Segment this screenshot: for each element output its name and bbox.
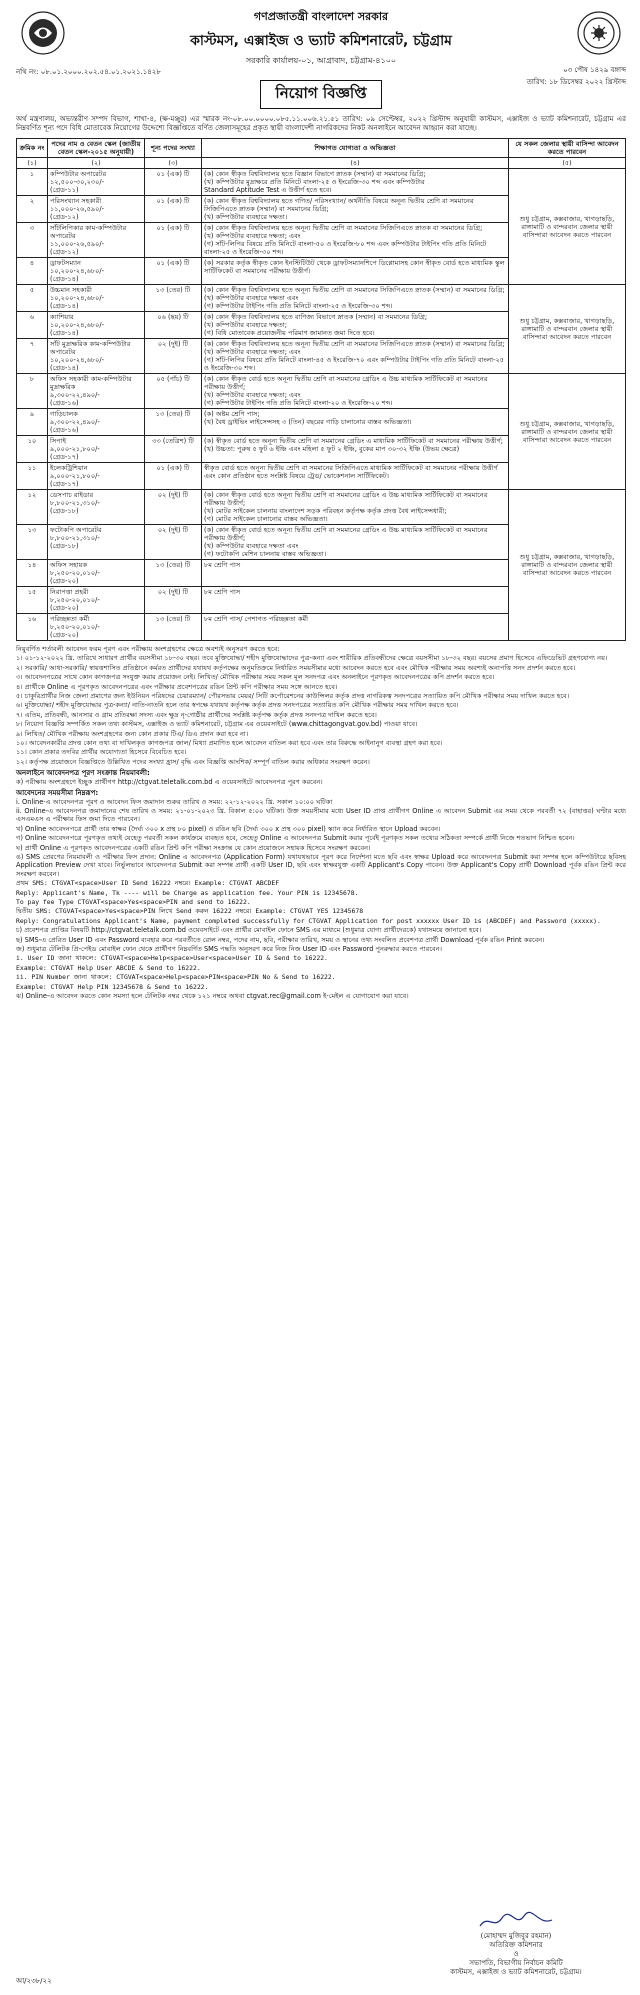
note-item: ১। ০১-১২-২০২২ খ্রি. তারিখে সাধারণ প্রার্থীর বয়সসীমা ১৮-৩০ বছর। তবে মুক্তিযোদ্ধা/ শহীদ মুক্তিযোদ্ধাদের পুত্র-কন্যা এবং শারীরিক প্রতিবন্ধীদের ক্ষেত্রে বয়সসীমা ১৮-৩২ বছর। বয়সের প্রমাণ হিসেবে এফিডেভিট গ্রহণযোগ্য নয়। <box>16 654 608 663</box>
post-scale: ৯,৩০০-২২,৪৯০/- <box>50 418 100 426</box>
post-scale: ৯,০০০-২১,৮০০/- <box>50 445 100 453</box>
qualification-line: (গ) বিধি মোতাবেক প্রয়োজনীয় পরিমাণ জামানত জমা দিতে হবে। <box>204 329 375 337</box>
vacancy-count: ১৩ (তের) টি <box>145 285 202 312</box>
vacancy-count: ৩৩ (তেত্রিশ) টি <box>145 436 202 463</box>
vacancy-count: ০১ (এক) টি <box>145 169 202 196</box>
qualification-cell <box>202 525 509 560</box>
date-english-row <box>527 76 626 88</box>
post-name: সাঁটলিপিকার কাম-কম্পিউটার অপারেটর <box>50 224 127 240</box>
qualification-line: (ক) কোন স্বীকৃত বিশ্ববিদ্যালয় হতে অনূন্য দ্বিতীয় শ্রেণি বা সমমানের সিজিপিএতে স্নাতক বা সমমানের ডিগ্রি; <box>204 224 483 232</box>
note-item: ১১। কোন প্রকার তদবির প্রার্থীর অযোগ্যতা হিসেবে বিবেচিত হবে। <box>16 748 187 757</box>
online-intro: ক) পরীক্ষায় অংশগ্রহণে ইচ্ছুক প্রার্থীগণ http://ctgvat.teletalk.com.bd এ ওয়েবসাইটে আবেদনপত্র পূরণ করবেন। <box>16 777 323 786</box>
header <box>16 6 626 86</box>
row-number: ৮ <box>17 374 48 409</box>
schedule-item: i. User ID জানা থাকলে: CTGVAT<space>Help<space>User<space>User ID & Send to 16222. <box>16 954 328 963</box>
qualification-line: Standard Aptitude Test এ উত্তীর্ণ হতে হবে। <box>204 186 332 194</box>
post-scale: ১১,০০০-২৬,৫৯০/- <box>50 205 105 213</box>
vacancy-count: ১৩ (তের) টি <box>145 409 202 436</box>
post-grade: (গ্রেড-২০) <box>50 631 79 639</box>
notes-list <box>16 654 626 766</box>
signature-scribble-icon <box>476 1910 556 1932</box>
qualification-line: (ক) অষ্টম শ্রেণি পাস; <box>204 410 260 418</box>
table-header-row <box>17 139 626 158</box>
signature-block <box>416 1910 616 1977</box>
post-grade: (গ্রেড-১৬) <box>50 426 79 434</box>
row-number: ৫ <box>17 285 48 312</box>
post-grade: (গ্রেড-১৭) <box>50 453 79 461</box>
post-grade: (গ্রেড-১৪) <box>50 364 79 372</box>
post-name-cell <box>48 490 145 525</box>
post-grade: (গ্রেড-১৪) <box>50 302 79 310</box>
post-name-cell <box>48 436 145 463</box>
qualification-line: (ক) কোন স্বীকৃত বোর্ড হতে অনূন্য দ্বিতীয় শ্রেণি বা সমমানের গ্রেডিং এ উচ্চ মাধ্যমিক সার্টিফিকেট বা সমমানের পরীক্ষায় উত্তীর্ণ; <box>204 375 488 391</box>
post-rows <box>17 169 626 641</box>
schedule-item: খ) Online আবেদনপত্রে প্রার্থী তার স্বাক্ষর (দৈর্ঘ্য ৩০০ x প্রস্থ ৮০ pixel) ও রঙিন ছবি (দৈর্ঘ্য ৩০০ x প্রস্থ ৩০০ pixel) স্ক্যান করে নির্ধারিত স্থানে Upload করবেন। <box>16 824 441 833</box>
row-number: ১০ <box>17 436 48 463</box>
note-item: ২। সরকারি/ আধা-সরকারি/ স্বায়ত্তশাসিত প্রতিষ্ঠানে কর্মরত প্রার্থীদের যথাযথ কর্তৃপক্ষের অনুমতিক্রমে নির্ধারিত সময়সীমার মধ্যে আবেদন করতে হবে এবং মৌখিক পরীক্ষার সময় অবশ্যই অনাপত্তি সনদ প্রদর্শন করতে হবে। <box>16 663 576 672</box>
qualification-line: (ক) সরকার কর্তৃক স্বীকৃত কোন ইনস্টিটিউট থেকে ড্রাফটসম্যানশিপে ডিপ্লোমাসহ কোন স্বীকৃত বোর্ড হতে মাধ্যমিক স্কুল সার্টিফিকেট বা সমমানের পরীক্ষায় উত্তীর্ণ। <box>204 259 505 275</box>
post-name-cell <box>48 258 145 285</box>
col-num: (২) <box>48 158 145 169</box>
qualification-cell <box>202 258 509 285</box>
post-grade: (গ্রেড-১৮) <box>50 542 79 550</box>
post-grade: (গ্রেড-১৪) <box>50 275 79 283</box>
header-district: যে সকল জেলার স্থায়ী বাসিন্দা আবেদন করতে পারবেন <box>509 139 626 158</box>
post-grade: (গ্রেড-১২) <box>50 213 79 221</box>
signatory-role: সভাপতি, বিভাগীয় নির্বাচন কমিটি <box>469 1959 563 1967</box>
qualification-line: (খ) কম্পিউটার ব্যবহারে দক্ষতা; এবং <box>204 391 301 399</box>
date-label: তারিখ: <box>526 78 547 86</box>
vacancy-count: ০১ (এক) টি <box>145 196 202 223</box>
row-number: ১৬ <box>17 614 48 641</box>
schedule-item: চ) প্রবেশপত্র প্রাপ্তির বিষয়টি http://ctgvat.teletalk.com.bd ওয়েবসাইটে এবং প্রার্থীর মোবাইল ফোনে SMS এর মাধ্যমে (শুধুমাত্র যোগ্য প্রার্থীদেরকে) যথাসময়ে জানানো হবে। <box>16 926 482 935</box>
qualification-cell <box>202 560 509 587</box>
post-grade: (গ্রেড-১১) <box>50 186 79 194</box>
post-name: ড্রাফটসম্যান <box>50 259 81 267</box>
post-name-cell <box>48 374 145 409</box>
post-scale: ১০,২০০-২৪,৬৮০/- <box>50 321 105 329</box>
vacancy-count: ০১ (এক) টি <box>145 463 202 490</box>
post-name-cell <box>48 587 145 614</box>
vacancy-count: ০২ (দুই) টি <box>145 525 202 560</box>
qualification-line: ৮ম শ্রেণি পাস <box>204 561 241 569</box>
qualification-line: (খ) কম্পিউটার ব্যবহারে দক্ষতা। <box>204 213 288 221</box>
notes-section <box>16 645 626 1000</box>
post-name-cell <box>48 312 145 339</box>
qualification-cell <box>202 587 509 614</box>
post-name: পরিসংখ্যান সহকারী <box>50 197 102 205</box>
row-number: ৬ <box>17 312 48 339</box>
qualification-line: ৮ম শ্রেণি পাস <box>204 588 241 596</box>
post-name-cell <box>48 614 145 641</box>
office-title: কাস্টমস, এক্সাইজ ও ভ্যাট কমিশনারেট, চট্টগ্রাম <box>190 33 452 49</box>
post-scale: ১১,০০০-২৬,৫৯০/- <box>50 240 105 248</box>
qualification-line: (গ) কম্পিউটার টাইপিং গতি প্রতি মিনিটে বাংলা-২০ ও ইংরেজি-২০ শব্দ। <box>204 399 393 407</box>
header-name: পদের নাম ও বেতন স্কেল (জাতীয় বেতন স্কেল-২০১৫ অনুযায়ী) <box>48 139 145 158</box>
post-name: ডেসপাচ রাইডার <box>50 491 94 499</box>
signatory-name: (মোহাম্মদ মুজিবুর রহমান) <box>480 1932 552 1940</box>
schedule-title: আবেদনের সময়সীমা নিম্নরূপ: <box>16 789 99 798</box>
qualification-cell <box>202 312 509 339</box>
signatory-office: কাস্টমস, এক্সাইজ ও ভ্যাট কমিশনারেট, চট্টগ্রাম। <box>450 1968 582 1976</box>
qualification-cell <box>202 339 509 374</box>
government-title: গণপ্রজাতন্ত্রী বাংলাদেশ সরকার <box>253 10 389 23</box>
post-name-cell <box>48 285 145 312</box>
post-grade: (গ্রেড-১৭) <box>50 480 79 488</box>
qualification-cell <box>202 463 509 490</box>
post-grade: (গ্রেড-২০) <box>50 577 79 585</box>
schedule-list <box>16 798 626 1001</box>
qualification-cell <box>202 436 509 463</box>
post-name-cell <box>48 463 145 490</box>
qualification-cell <box>202 409 509 436</box>
schedule-item: ii. PIN Number জানা থাকলে: CTGVAT<space>Help<space>PIN<space>PIN No & Send to 16222. <box>16 973 336 982</box>
note-item: ৭। এতিম, প্রতিবন্ধী, আনসার ও গ্রাম প্রতিরক্ষা সদস্য এবং ক্ষুদ্র নৃ-গোষ্ঠীর প্রার্থীদের সংশ্লিষ্ট কর্তৃপক্ষ কর্তৃক প্রদত্ত সনদপত্র দাখিল করতে হবে। <box>16 710 377 719</box>
qualification-cell <box>202 285 509 312</box>
footer-reference: আ/২৩৮/২২ <box>16 1977 52 1985</box>
vacancy-count: ১৩ (তের) টি <box>145 560 202 587</box>
post-scale: ৮,৮০০-২১,৩১০/- <box>50 534 100 542</box>
col-num: (৫) <box>509 158 626 169</box>
table-row <box>17 285 626 312</box>
district-eligibility: শুধু চট্টগ্রাম, কক্সবাজার, খাগড়াছড়ি, রাঙ্গামাটি ও বান্দরবান জেলার স্থায়ী বাসিন্দারা আবেদন করতে পারবেন <box>509 374 626 490</box>
memo-number: নথি নং: ০৮.০১.২০০০.২০২.৫৪.০১.২০২১.১৪২৮ <box>16 68 161 76</box>
vacancy-count: ০১ (এক) টি <box>145 223 202 258</box>
row-number: ১ <box>17 169 48 196</box>
district-eligibility: শুধু চট্টগ্রাম, কক্সবাজার, খাগড়াছড়ি, রাঙ্গামাটি ও বান্দরবান জেলার স্থায়ী বাসিন্দারা আবেদন করতে পারবেন <box>509 490 626 641</box>
table-row <box>17 490 626 525</box>
bangladesh-emblem-icon <box>20 10 66 56</box>
schedule-item: ঘ) প্রার্থী Online এ পূরণকৃত আবেদনপত্রের একটি রঙিন প্রিন্ট কপি পরীক্ষা সংক্রান্ত যে কোন প্রয়োজনে সহায়ক হিসেবে সংরক্ষণ করবেন। <box>16 843 371 852</box>
row-number: ১২ <box>17 490 48 525</box>
row-number: ৪ <box>17 258 48 285</box>
note-item: ৫। চাকুরিপ্রার্থীর নিজ জেলা প্রমাণের জন্য ইউনিয়ন পরিষদের চেয়ারম্যান/ পৌরসভার মেয়র/ সিটি কর্পোরেশনের কাউন্সিলর কর্তৃক প্রদত্ত নাগরিকত্ব সনদপত্রের সত্যায়িত কপি মৌখিক পরীক্ষার সময় দাখিল করতে হবে। <box>16 692 570 701</box>
schedule-item: Example: CTGVAT Help User ABCDE & Send to 16222. <box>16 963 201 972</box>
row-number: ৩ <box>17 223 48 258</box>
header-count: শূন্য পদের সংখ্যা <box>145 139 202 158</box>
date-english: ১৮ ডিসেম্বর ২০২২ খ্রিস্টাব্দ <box>548 78 626 86</box>
post-grade: (গ্রেড-২০) <box>50 604 79 612</box>
row-number: ১৫ <box>17 587 48 614</box>
schedule-item: দ্বিতীয় SMS: CTGVAT<space>Yes<space>PIN লিখে Send করুন 16222 নম্বরে। Example: CTGVAT YES 12345678 <box>16 907 364 916</box>
table-row <box>17 374 626 409</box>
intro-paragraph: অর্থ মন্ত্রণালয়, অভ্যন্তরীণ সম্পদ বিভাগ, শাখা-৪, (ক্ষ-মঞ্জুর) এর স্মারক নং-০৮.০০.০০০০.০৮৫.১১.০০৬.২১.৫১ তারিখ: ০৯ সেপ্টেম্বর, ২০২২ খ্রিস্টাব্দ অনুযায়ী কাস্টমস, এক্সাইজ ও ভ্যাট কমিশনারেট, চট্টগ্রাম এর নিম্নবর্ণিত শূন্য পদে বিধি মোতাবেক নিয়োগের উদ্দেশ্যে বিজ্ঞপ্তিতে বর্ণিত জেলাসমূহের প্রকৃত স্থায়ী বাংলাদেশী নাগরিকদের নিকট অনলাইনে আবেদন আহ্বান করা যাচ্ছে। <box>16 115 626 132</box>
qualification-line: (খ) কম্পিউটার ব্যবহারে দক্ষতা; এবং <box>204 348 301 356</box>
qualification-line: (ক) কোন স্বীকৃত বোর্ড হতে অনূন্য দ্বিতীয় শ্রেণি বা সমমানের গ্রেডিং এ উচ্চ মাধ্যমিক সার্টিফিকেট বা সমমানের পরীক্ষায় উত্তীর্ণ; <box>204 526 488 542</box>
post-grade: (গ্রেড-১২) <box>50 248 79 256</box>
post-scale: ৮,২৫০-২০,০১০/- <box>50 596 100 604</box>
signatory-designation: অতিরিক্ত কমিশনার <box>489 1941 543 1949</box>
note-item: ৪। প্রার্থীকে Online এ পূরণকৃত আবেদনপত্রের এবং পরীক্ষার প্রবেশপত্রের রঙিন প্রিন্ট কপি পরীক্ষার সময় সঙ্গে আনতে হবে। <box>16 682 338 691</box>
col-num: (৩) <box>145 158 202 169</box>
qualification-line: (গ) মোটর সাইকেল চালানোর বাস্তব অভিজ্ঞতা। <box>204 515 328 523</box>
posts-table <box>16 138 626 641</box>
note-item: ১২। কর্তৃপক্ষ প্রয়োজনে বিজ্ঞপ্তিতে উল্লিখিত পদের সংখ্যা হ্রাস/ বৃদ্ধি এবং বিজ্ঞপ্তি আংশিক/ সম্পূর্ণ বাতিল করার অধিকার সংরক্ষণ করেন। <box>16 757 370 766</box>
row-number: ৭ <box>17 339 48 374</box>
qualification-line: ৮ম শ্রেণি পাস/ পেশাগত পরিচ্ছন্নতা কর্মী <box>204 615 308 623</box>
note-item: ৬। মুক্তিযোদ্ধা/ শহীদ মুক্তিযোদ্ধার পুত্র-কন্যা/ নাতি-নাতনি হলে তার স্বপক্ষে যথাযথ কর্তৃপক্ষ কর্তৃক প্রদত্ত সনদপত্রের সত্যায়িত কপি মৌখিক পরীক্ষার সময় দাখিল করতে হবে। <box>16 701 459 710</box>
vacancy-count: ০২ (দুই) টি <box>145 339 202 374</box>
qualification-line: (গ) কম্পিউটার টাইপিং গতি প্রতি মিনিটে বাংলা-২৫ ও ইংরেজি-৩০ শব্দ। <box>204 302 393 310</box>
post-name-cell <box>48 169 145 196</box>
office-address: সরকারি কার্যালয়-০১, আগ্রাবাদ, চট্টগ্রাম-৪১০০ <box>245 56 397 65</box>
date-bangla: ০৩ পৌষ ১৪২৯ বঙ্গাব্দ <box>563 66 626 74</box>
post-scale: ১২,৫০০-৩০,২৩০/- <box>50 178 105 186</box>
note-item: ৩। আবেদনপত্রের সাথে কোন কাগজপত্র সংযুক্ত করার প্রয়োজন নেই। লিখিত/ মৌখিক পরীক্ষার সময় সকল মূল সনদপত্র এবং অনলাইনে পূরণকৃত আবেদনপত্রের কপি প্রদর্শন করতে হবে। <box>16 673 495 682</box>
qualification-cell <box>202 223 509 258</box>
post-name: অফিস সহকারী কাম-কম্পিউটার মুদ্রাক্ষরিক <box>50 375 132 391</box>
note-item: ৯। লিখিত/ মৌখিক পরীক্ষায় অংশগ্রহণের জন্য কোন প্রকার টিএ/ ডিএ প্রদান করা হবে না। <box>16 729 249 738</box>
qualification-cell <box>202 374 509 409</box>
post-scale: ৮,৮০০-২১,৩১০/- <box>50 499 100 507</box>
post-name: গাড়িচালক <box>50 410 78 418</box>
post-scale: ৯,৩০০-২২,৪৯০/- <box>50 391 100 399</box>
schedule-item: ঙ) SMS প্রেরণের নিয়মাবলী ও পরীক্ষার ফিস প্রদান: Online এ আবেদনপত্র (Application Form) যথাযথভাবে পূরণ করে নির্দেশনা মতে ছবি এবং স্বাক্ষর Upload করে আবেদনপত্র Submit করা সম্পন্ন হলে কম্পিউটারে ছবিসহ Application Preview দেখা যাবে। নির্ভুলভাবে আবেদনপত্র Submit করা সম্পন্ন প্রার্থী একটি User ID, ছবি এবং স্বাক্ষরযুক্ত একটি Applicant's Copy পাবেন। উক্ত Applicant's Copy প্রার্থী Download পূর্বক রঙিন প্রিন্ট করে সংরক্ষণ করবেন। <box>16 852 626 878</box>
qualification-cell <box>202 614 509 641</box>
qualification-line: (খ) কম্পিউটার ব্যবহারে দক্ষতা; <box>204 321 287 329</box>
vacancy-count: ০৫ (পাঁচ) টি <box>145 374 202 409</box>
row-number: ২ <box>17 196 48 223</box>
customs-logo-icon <box>576 10 622 56</box>
post-name: পরিচ্ছন্নতা কর্মী <box>50 615 90 623</box>
vacancy-count: ০২ (দুই) টি <box>145 587 202 614</box>
post-name: ইলেকট্রিশিয়ান <box>50 464 88 472</box>
header-qualification: শিক্ষাগত যোগ্যতা ও অভিজ্ঞতা <box>202 139 509 158</box>
signatory-and: ও <box>513 1950 519 1958</box>
vacancy-count: ০৬ (ছয়) টি <box>145 312 202 339</box>
qualification-line: (ক) কোন স্বীকৃত বোর্ড হতে অনূন্য দ্বিতীয় শ্রেণি বা সমমানের গ্রেডিং এ উচ্চ মাধ্যমিক সার্টিফিকেট বা সমমানের পরীক্ষায় উত্তীর্ণ; <box>204 491 488 507</box>
post-scale: ৮,২৫০-২০,০১০/- <box>50 569 100 577</box>
post-scale: ৯,০০০-২১,৮০০/- <box>50 472 100 480</box>
date-block <box>527 64 626 88</box>
post-scale: ৮,২৫০-২০,০১০/- <box>50 623 100 631</box>
row-number: ১৩ <box>17 525 48 560</box>
header-no: ক্রমিক নং <box>17 139 48 158</box>
vacancy-count: ১৩ (তের) টি <box>145 614 202 641</box>
notice-title: নিয়োগ বিজ্ঞপ্তি <box>260 80 381 109</box>
qualification-cell <box>202 196 509 223</box>
post-scale: ১০,২০০-২৪,৬৮০/- <box>50 267 105 275</box>
qualification-line: (খ) কম্পিউটার মুদ্রাক্ষরে প্রতি মিনিটে বাংলা-২৫ ও ইংরেজি-৩০ শব্দ এবং কম্পিউটার <box>204 178 425 186</box>
qualification-line: (গ) সাঁট-লিপির বিষয়ে প্রতি মিনিটে বাংলা-৫০ ও ইংরেজি-৮০ শব্দ এবং কম্পিউটার টাইপিং গতি প্রতি মিনিটে বাংলা-২৫ ও ইংরেজি-৩০ শব্দ। <box>204 240 487 256</box>
qualification-line: (খ) উচ্চতা: পুরুষ ৫ ফুট ৬ ইঞ্চি এবং মহিলা ৫ ফুট ২ ইঞ্চি, বুকের মাপ ৩০-৩২ ইঞ্চি (উভয় ক্ষেত্রে) <box>204 445 460 453</box>
post-name: নিরাপত্তা প্রহরী <box>50 588 89 596</box>
qualification-line: স্বীকৃত বোর্ড হতে অনূন্য দ্বিতীয় শ্রেণি বা সমমানের সিজিপিএতে মাধ্যমিক সার্টিফিকেট বা সমমানের পরীক্ষায় উত্তীর্ণ এবং কোন প্রতিষ্ঠান হতে সংশ্লিষ্ট বিষয়ে ট্রেড/ ভোকেশনাল সার্টিফিকেট। <box>204 464 498 480</box>
post-name-cell <box>48 409 145 436</box>
qualification-line: (গ) ফটোকপি মেশিন চালনায় বাস্তব অভিজ্ঞতা। <box>204 550 327 558</box>
schedule-item: ছ) SMS-এ প্রেরিত User ID এবং Password ব্যবহার করে পরবর্তীতে রোল নম্বর, পদের নাম, ছবি, পরীক্ষার তারিখ, সময় ও স্থানের তথ্য সংবলিত প্রবেশপত্র প্রার্থী Download পূর্বক রঙিন Print করবেন। <box>16 935 545 944</box>
qualification-line: (ক) স্বীকৃত বোর্ড হতে অনূন্য দ্বিতীয় শ্রেণি বা সমমানের গ্রেডিং এ মাধ্যমিক সার্টিফিকেট বা সমমানের পরীক্ষায় উত্তীর্ণ; <box>204 437 503 445</box>
schedule-item: Example: CTGVAT Help PIN 12345678 & Send to 16222. <box>16 982 209 991</box>
qualification-line: (ক) কোন স্বীকৃত বিশ্ববিদ্যালয় হতে বাণিজ্য বিভাগে স্নাতক (সম্মান) বা সমমানের ডিগ্রি; <box>204 313 428 321</box>
post-name: কম্পিউটার অপারেটর <box>50 170 107 178</box>
row-number: ১১ <box>17 463 48 490</box>
qualification-line: (ক) কোন স্বীকৃত বিশ্ববিদ্যালয় হতে বিজ্ঞান বিভাগে স্নাতক (সম্মান) বা সমমানের ডিগ্রি; <box>204 170 426 178</box>
qualification-line: (খ) কম্পিউটার ব্যবহারে দক্ষতা এবং <box>204 294 299 302</box>
post-name: উচ্চমান সহকারী <box>50 286 92 294</box>
post-name: ক্যাশিয়ার <box>50 313 74 321</box>
post-grade: (গ্রেড-১৪) <box>50 329 79 337</box>
note-item: ৮। নিয়োগ বিজ্ঞপ্তি সম্পর্কিত সকল তথ্য কাস্টমস, এক্সাইজ ও ভ্যাট কমিশনারেট, চট্টগ্রাম এর ওয়েবসাইটে (www.chittagongvat.gov.bd) পাওয়া যাবে। <box>16 720 418 729</box>
column-number-row <box>17 158 626 169</box>
qualification-cell <box>202 169 509 196</box>
post-name: সাঁট মুদ্রাক্ষরিক কাম-কম্পিউটার অপারেটর <box>50 340 131 356</box>
post-name-cell <box>48 339 145 374</box>
schedule-item: i. Online-এ আবেদনপত্র পূরণ ও আবেদন ফিস জমাদান শুরুর তারিখ ও সময়: ২২-১২-২০২২ খ্রি. সকাল ১০:০০ ঘটিকা <box>16 797 333 806</box>
district-eligibility: শুধু চট্টগ্রাম, কক্সবাজার, খাগড়াছড়ি, রাঙ্গামাটি ও বান্দরবান জেলার স্থায়ী বাসিন্দারা আবেদন করতে পারবেন <box>509 169 626 285</box>
qualification-line: (ক) কোন স্বীকৃত বিশ্ববিদ্যালয় হতে গণিত/ পরিসংখ্যান/ অর্থনীতি বিষয়ে অনূন্য দ্বিতীয় শ্রেণি বা সমমানের সিজিপিএতে স্নাতক (সম্মান) বা সমমানের ডিগ্রি; <box>204 197 474 213</box>
online-title: অনলাইনে আবেদনপত্র পূরণ সংক্রান্ত নিয়মাবলী: <box>16 769 150 778</box>
qualification-line: (খ) মোটর সাইকেল চালনায় বাংলাদেশ সড়ক পরিবহন কর্তৃপক্ষ কর্তৃক প্রদত্ত বৈধ লাইসেন্সধারী; <box>204 507 447 515</box>
table-row <box>17 169 626 196</box>
note-item: ১০। আবেদনকারীর প্রদত্ত কোন তথ্য বা দাখিলকৃত কাগজপত্র জাল/ মিথ্যা প্রমাণিত হলে আবেদন বাতিল করা হবে এবং তার বিরুদ্ধে আইনানুগ ব্যবস্থা গ্রহণ করা হবে। <box>16 739 443 748</box>
post-grade: (গ্রেড-১৮) <box>50 507 79 515</box>
post-name: অফিস সহায়ক <box>50 561 88 569</box>
schedule-item: প্রথম SMS: CTGVAT<space>User ID Send 16222 নম্বরে। Example: CTGVAT ABCDEF <box>16 879 280 888</box>
qualification-line: (খ) কম্পিউটার ব্যবহারে দক্ষতা; এবং <box>204 232 301 240</box>
schedule-item: গ) Online আবেদনপত্রে পূরণকৃত তথ্যই যেহেতু পরবর্তী সকল কার্যক্রমে ব্যবহৃত হবে, সেহেতু Online এ আবেদনপত্র Submit করার পূর্বেই পূরণকৃত সকল তথ্যের সঠিকতা সম্পর্কে প্রার্থী নিজে শতভাগ নিশ্চিত হবেন। <box>16 834 575 843</box>
post-scale: ১০,২০০-২৪,৬৮০/- <box>50 294 105 302</box>
qualification-line: (খ) কম্পিউটার ব্যবহারে দক্ষতা এবং <box>204 542 299 550</box>
qualification-line: (গ) সাঁট-লিপির বিষয়ে প্রতি মিনিটে বাংলা-৪৫ ও ইংরেজি-৭০ এবং কম্পিউটার টাইপিং গতি প্রতি মিনিটে বাংলা-২৫ ও ইংরেজি-৩০ শব্দ। <box>204 356 505 372</box>
post-grade: (গ্রেড-১৬) <box>50 399 79 407</box>
row-number: ৯ <box>17 409 48 436</box>
schedule-item: Reply: Applicant's Name, Tk ---- will be Charge as application fee. Your PIN is 12345678. <box>16 888 359 897</box>
post-name-cell <box>48 525 145 560</box>
post-name: সিপাই <box>50 437 67 445</box>
schedule-item: Reply: Congratulations Applicant's Name, payment completed successfully for CTGVAT Application for post xxxxxx User ID is (ABCDEF) and Password (xxxxx). <box>16 916 601 925</box>
schedule-item: To pay fee Type CTGVAT<space>Yes<space>PIN and send to 16222. <box>16 897 251 906</box>
vacancy-count: ০২ (দুই) টি <box>145 490 202 525</box>
post-name: ফটোকপি অপারেটর <box>50 526 102 534</box>
row-number: ১৪ <box>17 560 48 587</box>
notes-intro: নিয়ুবর্ণিত শর্তাবলী আবেদন ফরম পূরণ এবং পরীক্ষায় অংশগ্রহণের ক্ষেত্রে অবশ্যই অনুসরণ করতে হবে: <box>16 645 280 653</box>
col-num: (১) <box>17 158 48 169</box>
header-center <box>86 8 556 68</box>
schedule-item: ঝ) Online-এ আবেদন করতে কোন সমস্যা হলে টেলিটক নম্বর থেকে ১২১ নম্বরে অথবা ctgvat.rec@gmail.com ই-মেইল এ যোগাযোগ করা যাবে। <box>16 992 409 1001</box>
qualification-line: (ক) কোন স্বীকৃত বিশ্ববিদ্যালয় হতে অনূন্য দ্বিতীয় শ্রেণি বা সমমানের সিজিপিএতে স্নাতক (সম্মান) বা সমমানের ডিগ্রি; <box>204 340 505 348</box>
district-eligibility: শুধু চট্টগ্রাম, কক্সবাজার, খাগড়াছড়ি, রাঙ্গামাটি ও বান্দরবান জেলার স্থায়ী বাসিন্দারা আবেদন করতে পারবেন <box>509 285 626 374</box>
schedule-item: জ) শুধুমাত্র টেলিটক প্রি-পেইড মোবাইল ফোন থেকে প্রার্থীগণ নিম্নবর্ণিত SMS পদ্ধতি অনুসরণ করে নিজ নিজ User ID এবং Password পুনরুদ্ধার করতে পারবেন। <box>16 945 442 953</box>
qualification-line: (ক) কোন স্বীকৃত বিশ্ববিদ্যালয় হতে অনূন্য দ্বিতীয় শ্রেণি বা সমমানের সিজিপিএতে স্নাতক (সম্মান) বা সমমানের ডিগ্রি; <box>204 286 505 294</box>
vacancy-count: ০১ (এক) টি <box>145 258 202 285</box>
qualification-cell <box>202 490 509 525</box>
post-name-cell <box>48 223 145 258</box>
qualification-line: (খ) বৈধ ড্রাইভিং লাইসেন্সসহ ৩ (তিন) বছরের গাড়ি চালানোর বাস্তব অভিজ্ঞতা। <box>204 418 412 426</box>
post-name-cell <box>48 196 145 223</box>
post-name-cell <box>48 560 145 587</box>
post-scale: ১০,২০০-২৪,৬৮০/- <box>50 356 105 364</box>
schedule-item: ii. Online-এ আবেদনপত্র জমাদানের শেষ তারিখ ও সময়: ২১-০১-২০২৩ খ্রি. বিকাল ৫:০০ ঘটিকা। উক্ত সময়সীমার মধ্যে User ID প্রাপ্ত প্রার্থীগণ Online এ আবেদন Submit এর সময় থেকে পরবর্তী ৭২ (বাহাত্তর) ঘণ্টার মধ্যে এসএমএস এ পরীক্ষার ফিস জমা দিতে পারবেন। <box>16 806 626 824</box>
col-num: (৪) <box>202 158 509 169</box>
